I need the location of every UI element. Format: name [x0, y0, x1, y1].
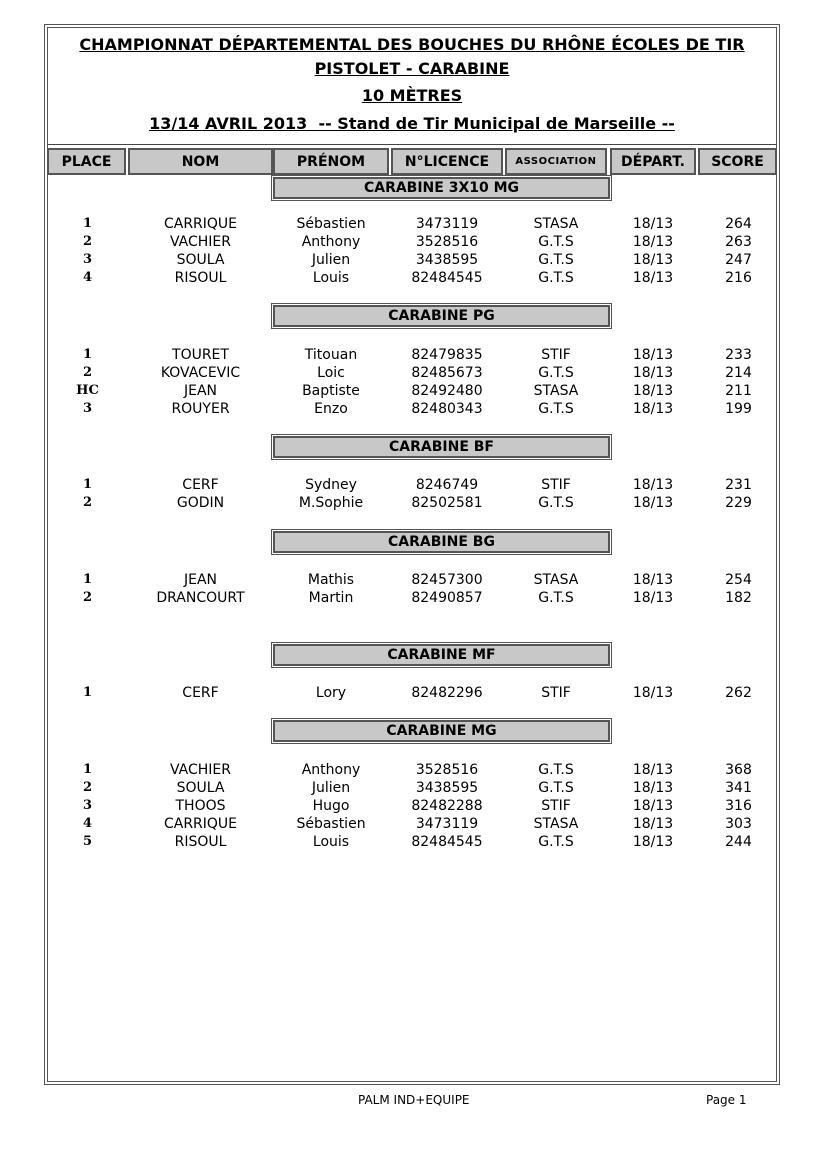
result-place: 2 [82, 495, 93, 510]
result-place: 1 [82, 762, 93, 777]
header-nom: NOM [128, 148, 273, 175]
result-place: 1 [82, 572, 93, 587]
result-nom: RISOUL [174, 834, 227, 850]
result-place: 1 [82, 347, 93, 362]
page-number: Page 1 [706, 1093, 747, 1107]
result-depart: 18/13 [632, 216, 674, 232]
header-prenom: PRÉNOM [273, 148, 389, 175]
result-prenom: Baptiste [302, 383, 360, 399]
result-depart: 18/13 [632, 780, 674, 796]
result-place: 2 [82, 234, 93, 249]
result-nom: CERF [182, 477, 219, 493]
result-score: 231 [725, 477, 752, 493]
result-place: 4 [82, 270, 93, 285]
result-place: 4 [82, 816, 93, 831]
header-place: PLACE [47, 148, 126, 175]
result-association: G.T.S [538, 365, 574, 381]
result-association: STASA [533, 816, 579, 832]
result-place: 2 [82, 590, 93, 605]
result-place: 2 [82, 780, 93, 795]
result-association: STASA [533, 216, 579, 232]
result-prenom: Mathis [307, 572, 355, 588]
result-score: 244 [725, 834, 752, 850]
result-nom: TOURET [172, 347, 229, 363]
result-score: 316 [725, 798, 752, 814]
result-nom: GODIN [176, 495, 225, 511]
result-place: 1 [82, 477, 93, 492]
result-association: G.T.S [538, 401, 574, 417]
result-association: G.T.S [538, 495, 574, 511]
result-depart: 18/13 [632, 762, 674, 778]
result-prenom: Sydney [305, 477, 357, 493]
result-depart: 18/13 [632, 572, 674, 588]
result-nom: THOOS [175, 798, 226, 814]
result-prenom: Anthony [301, 234, 361, 250]
result-association: G.T.S [538, 834, 574, 850]
result-score: 368 [725, 762, 752, 778]
result-association: STIF [541, 477, 571, 493]
section-title: CARABINE BF [273, 436, 610, 458]
result-score: 199 [725, 401, 752, 417]
result-nom: KOVACEVIC [160, 365, 241, 381]
result-depart: 18/13 [632, 816, 674, 832]
result-prenom: Julien [311, 780, 351, 796]
result-score: 214 [725, 365, 752, 381]
result-prenom: Lory [315, 685, 347, 701]
result-association: STIF [541, 798, 571, 814]
result-nom: CERF [182, 685, 219, 701]
result-place: 5 [82, 834, 93, 849]
result-nom: CARRIQUE [163, 816, 238, 832]
result-licence: 3438595 [415, 252, 479, 268]
result-score: 303 [725, 816, 752, 832]
result-score: 264 [725, 216, 752, 232]
result-licence: 82479835 [411, 347, 483, 363]
result-prenom: Julien [311, 252, 351, 268]
result-association: G.T.S [538, 590, 574, 606]
result-licence: 3438595 [415, 780, 479, 796]
section-title: CARABINE MG [273, 720, 610, 742]
result-licence: 3473119 [415, 816, 479, 832]
result-score: 182 [725, 590, 752, 606]
result-score: 216 [725, 270, 752, 286]
result-depart: 18/13 [632, 685, 674, 701]
result-score: 263 [725, 234, 752, 250]
result-prenom: Louis [312, 834, 350, 850]
result-association: STIF [541, 685, 571, 701]
result-licence: 82482296 [411, 685, 483, 701]
result-place: 1 [82, 216, 93, 231]
header-licence: N°LICENCE [391, 148, 503, 175]
result-score: 262 [725, 685, 752, 701]
result-licence: 82484545 [411, 270, 483, 286]
result-score: 229 [725, 495, 752, 511]
section-title: CARABINE BG [273, 531, 610, 553]
title-line-4 [47, 114, 777, 133]
result-nom: VACHIER [169, 762, 232, 778]
result-association: G.T.S [538, 270, 574, 286]
header-association: ASSOCIATION [505, 148, 607, 175]
result-place: 3 [82, 252, 93, 267]
result-licence: 8246749 [415, 477, 479, 493]
result-prenom: Loic [317, 365, 345, 381]
result-licence: 82502581 [411, 495, 483, 511]
result-association: G.T.S [538, 780, 574, 796]
result-score: 341 [725, 780, 752, 796]
result-licence: 82457300 [411, 572, 483, 588]
result-score: 254 [725, 572, 752, 588]
result-depart: 18/13 [632, 495, 674, 511]
result-licence: 82480343 [411, 401, 483, 417]
result-place: 3 [82, 798, 93, 813]
result-nom: DRANCOURT [156, 590, 245, 606]
result-licence: 82484545 [411, 834, 483, 850]
result-depart: 18/13 [632, 590, 674, 606]
header-score: SCORE [698, 148, 777, 175]
result-nom: SOULA [176, 252, 225, 268]
section-title: CARABINE 3X10 MG [273, 177, 610, 199]
result-nom: CARRIQUE [163, 216, 238, 232]
result-nom: RISOUL [174, 270, 227, 286]
result-association: G.T.S [538, 252, 574, 268]
result-licence: 82485673 [411, 365, 483, 381]
result-place: HC [76, 383, 99, 398]
result-depart: 18/13 [632, 347, 674, 363]
result-association: G.T.S [538, 234, 574, 250]
result-nom: VACHIER [169, 234, 232, 250]
result-place: 3 [82, 401, 93, 416]
result-prenom: Hugo [312, 798, 350, 814]
result-place: 1 [82, 685, 93, 700]
result-licence: 82490857 [411, 590, 483, 606]
result-score: 211 [725, 383, 752, 399]
result-association: STIF [541, 347, 571, 363]
section-title: CARABINE MF [273, 644, 610, 666]
result-depart: 18/13 [632, 252, 674, 268]
result-licence: 82492480 [411, 383, 483, 399]
result-prenom: Titouan [304, 347, 358, 363]
result-prenom: Sébastien [296, 816, 366, 832]
result-depart: 18/13 [632, 798, 674, 814]
title-line-3: 10 MÈTRES [361, 86, 463, 105]
result-association: STASA [533, 572, 579, 588]
result-licence: 3528516 [415, 234, 479, 250]
result-association: G.T.S [538, 762, 574, 778]
result-depart: 18/13 [632, 477, 674, 493]
section-title: CARABINE PG [273, 305, 610, 327]
result-depart: 18/13 [632, 270, 674, 286]
result-nom: JEAN [183, 572, 218, 588]
result-nom: ROUYER [171, 401, 230, 417]
result-prenom: Martin [308, 590, 354, 606]
result-licence: 3528516 [415, 762, 479, 778]
result-depart: 18/13 [632, 383, 674, 399]
title-line-2: PISTOLET - CARABINE [314, 59, 510, 78]
result-licence: 3473119 [415, 216, 479, 232]
result-nom: JEAN [183, 383, 218, 399]
result-nom: SOULA [176, 780, 225, 796]
title-line-1: CHAMPIONNAT DÉPARTEMENTAL DES BOUCHES DU RHÔNE ÉCOLES DE TIR [79, 35, 745, 54]
result-prenom: M.Sophie [298, 495, 364, 511]
result-licence: 82482288 [411, 798, 483, 814]
result-depart: 18/13 [632, 365, 674, 381]
footer-label: PALM IND+EQUIPE [358, 1093, 470, 1107]
result-score: 233 [725, 347, 752, 363]
result-place: 2 [82, 365, 93, 380]
header-depart: DÉPART. [610, 148, 696, 175]
result-prenom: Enzo [314, 401, 348, 417]
result-depart: 18/13 [632, 401, 674, 417]
result-depart: 18/13 [632, 234, 674, 250]
title-separator [47, 144, 777, 145]
result-prenom: Louis [312, 270, 350, 286]
result-prenom: Sébastien [296, 216, 366, 232]
result-depart: 18/13 [632, 834, 674, 850]
result-prenom: Anthony [301, 762, 361, 778]
result-score: 247 [725, 252, 752, 268]
event-date-venue: 13/14 AVRIL 2013 -- Stand de Tir Municipal de Marseille -- [149, 114, 675, 133]
result-association: STASA [533, 383, 579, 399]
